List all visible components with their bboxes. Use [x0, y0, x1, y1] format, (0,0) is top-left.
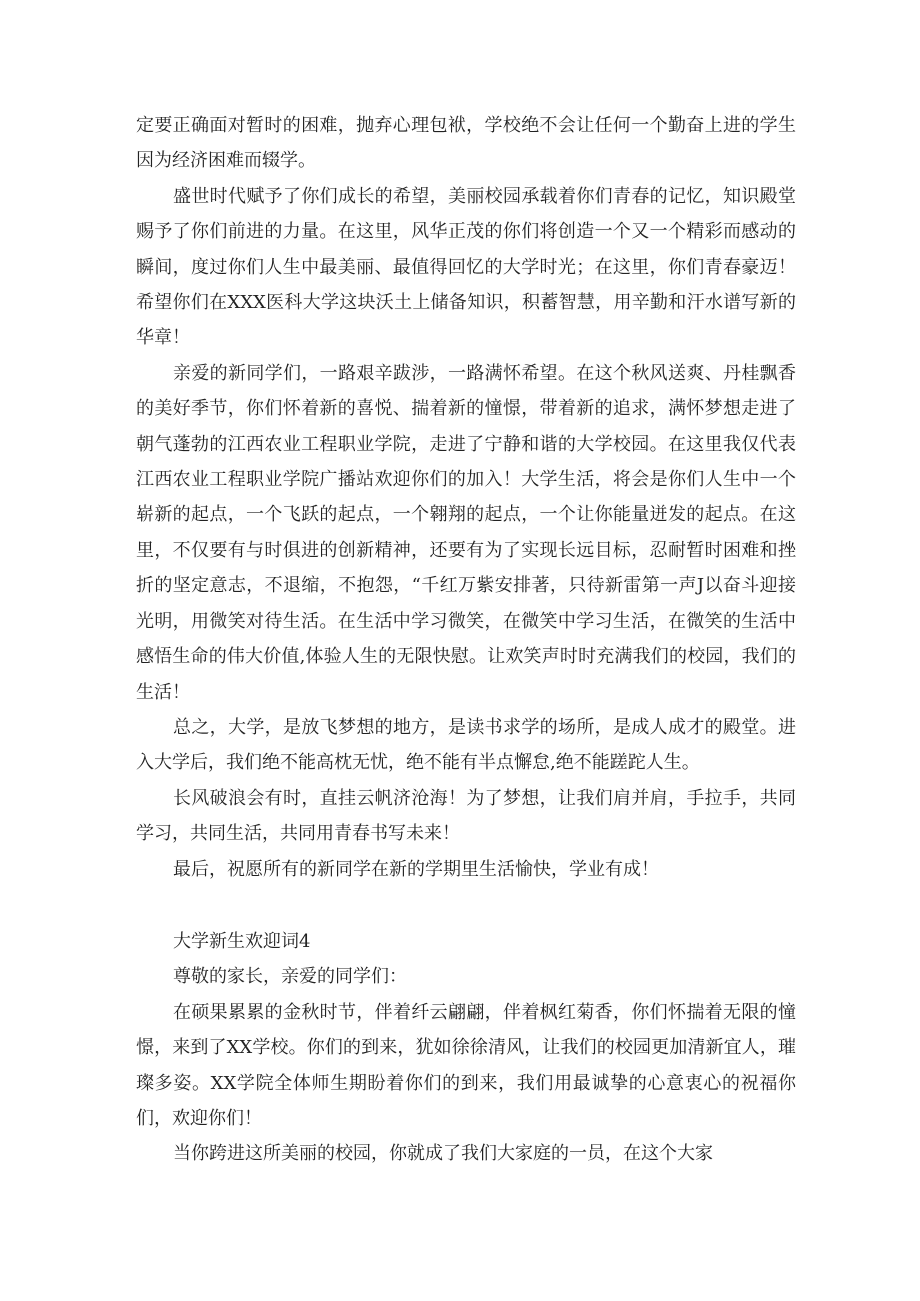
- document-body: [136, 108, 796, 1172]
- section-spacer: [136, 887, 796, 924]
- greeting-line: 尊敬的家长，亲爱的同学们：: [173, 966, 407, 988]
- section-title: 大学新生欢迎词4: [173, 930, 311, 952]
- paragraph-era: 盛世时代赋予了你们成长的希望，美丽校园承载着你们青春的记忆，知识殿堂赐予了你们前进的力量。在这里，风华正茂的你们将创造一个又一个精彩而感动的瞬间，度过你们人生中最美丽、最值得回忆的大学时光；在这里，你们青春豪迈！希望你们在XXX医科大学这块沃土上储备知识，积蓄智慧，用辛勤和汗水谱写新的华章！: [136, 185, 796, 349]
- paragraph-long-wind: 长风破浪会有时，直挂云帆济沧海！为了梦想，让我们肩并肩，手拉手，共同学习，共同生活，共同用青春书写未来！: [136, 787, 796, 845]
- paragraph-final-wishes: 最后，祝愿所有的新同学在新的学期里生活愉快，学业有成！: [173, 858, 659, 880]
- paragraph-autumn: 在硕果累累的金秋时节，伴着纤云翩翩，伴着枫红菊香，你们怀揣着无限的憧憬，来到了XX学校。你们的到来，犹如徐徐清风，让我们的校园更加清新宜人，璀璨多姿。XX学院全体师生期盼着你们的到来，我们用最诚挚的心意衷心的祝福你们，欢迎你们！: [136, 1001, 796, 1129]
- paragraph-welcome-students: 亲爱的新同学们，一路艰辛跋涉，一路满怀希望。在这个秋风送爽、丹桂飘香的美好季节，你们怀着新的喜悦、揣着新的憧憬，带着新的追求，满怀梦想走进了朝气蓬勃的江西农业工程职业学院，走进了宁静和谐的大学校园。在这里我仅代表江西农业工程职业学院广播站欢迎你们的加入！大学生活，将会是你们人生中一个崭新的起点，一个飞跃的起点，一个翱翔的起点，一个让你能量迸发的起点。在这里，不仅要有与时俱进的创新精神，还要有为了实现长远目标，忍耐暂时困难和挫折的坚定意志，不退缩，不抱怨，“千红万紫安排著，只待新雷第一声J以奋斗迎接光明，用微笑对待生活。在生活中学习微笑，在微笑中学习生活，在微笑的生活中感悟生命的伟大价值,体验人生的无限快慰。让欢笑声时时充满我们的校园，我们的生活！: [136, 362, 796, 703]
- paragraph-continuation: 定要正确面对暂时的困难，抛弃心理包袱，学校绝不会让任何一个勤奋上进的学生因为经济困难而辍学。: [136, 115, 796, 172]
- paragraph-big-family: 当你跨进这所美丽的校园，你就成了我们大家庭的一员，在这个大家: [173, 1143, 713, 1165]
- paragraph-in-summary: 总之，大学，是放飞梦想的地方，是读书求学的场所，是成人成才的殿堂。进入大学后，我们绝不能高枕无忧，绝不能有半点懈怠,绝不能蹉跎人生。: [136, 716, 796, 774]
